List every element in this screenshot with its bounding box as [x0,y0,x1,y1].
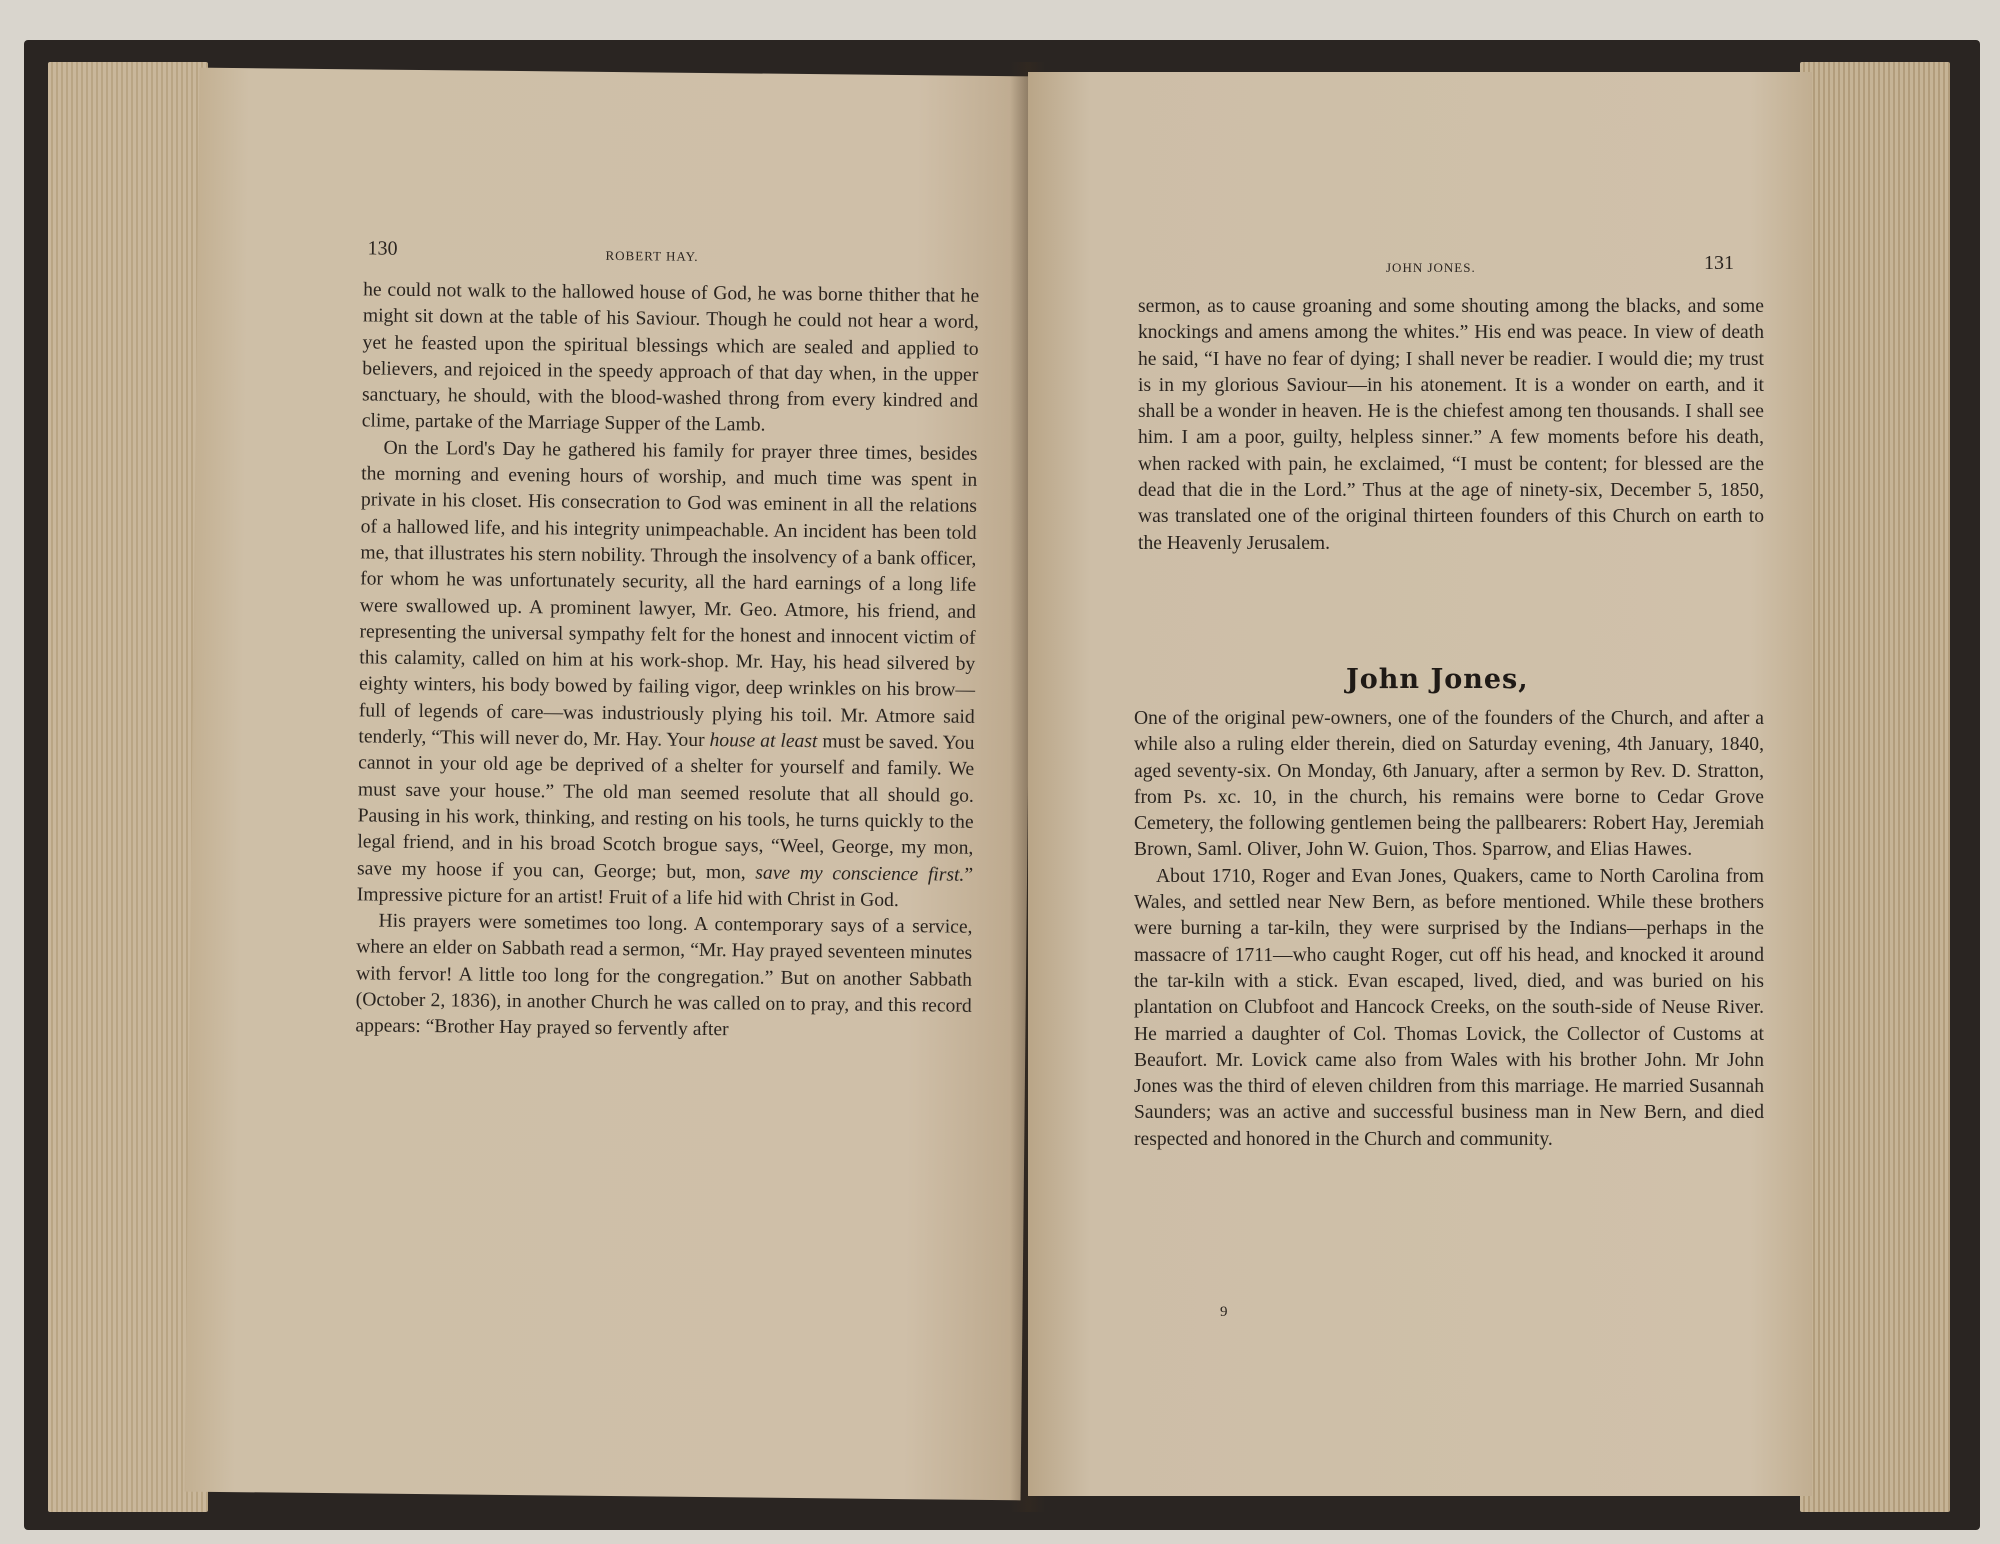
italic-phrase: save my conscience first. [755,862,965,886]
running-head: JOHN JONES. [1386,260,1476,275]
paragraph: sermon, as to cause groaning and some shouting among the blacks, and some knockings and amens among the whites.” His end was peace. In view of death he said, “I have no fear of dying; I shall never be readier. I would die; my trust is in my glorious Saviour—in his atonement. It is a wonder on earth, and it shall be a wonder in heaven. He is the chiefest among ten thousands. I shall see him. I am a poor, guilty, helpless sinner.” A few moments before his death, when racked with pain, he exclaimed, “I must be content; for blessed are the dead that die in the Lord.” Thus at the age of ninety-six, December 5, 1850, was translated one of the original thirteen founders of this Church on earth to the Heavenly Jerusalem. [1138,296,1764,554]
left-page [185,68,1036,1501]
signature-mark: 9 [1220,1304,1228,1320]
paragraph: One of the original pew-owners, one of the founders of the Church, and after a while also a ruling elder therein, died on Saturday evening, 4th January, 1840, aged seventy-six. On Monday, 6th January, after a sermon by Rev. D. Stratton, from Ps. xc. 10, in the church, his remains were borne to Cedar Grove Cemetery, the following gentlemen being the pallbearers: Robert Hay, Jeremiah Brown, Saml. Oliver, John W. Guion, Thos. Sparrow, and Elias Hawes. [1134,708,1764,861]
paragraph: About 1710, Roger and Evan Jones, Quakers, came to North Carolina from Wales, and settled near New Bern, as before mentioned. While these brothers were burning a tar-kiln, they were surprised by the Indians—perhaps in the massacre of 1711—who caught Roger, cut off his head, and knocked it around the tar-kiln with a stick. Evan escaped, lived, died, and was buried on his plantation on Clubfoot and Hancock Creeks, on the south-side of Neuse River. He married a daughter of Col. Thomas Lovick, the Collector of Customs at Beaufort. Mr. Lovick came also from Wales with his brother John. Mr John Jones was the third of eleven children from this marriage. He married Susannah Saunders; was an active and successful business man in New Bern, and died respected and honored in the Church and community. [1134,865,1764,1150]
paragraph: His prayers were sometimes too long. A contemporary says of a service, where an elder on Sabbath read a sermon, “Mr. Hay prayed seventeen minutes with fervor! A little too long for the congregation.” But on another Sabbath (October 2, 1836), in another Church he was called on to pray, and this record appears: “Brother Hay prayed so fervently after [355,910,973,1041]
section-heading: John Jones, [1346,664,1529,695]
paragraph: On the Lord's Day he gathered his family for prayer three times, besides the morning and evening hours of worship, and much time was spent in private in his closet. His consecration to God was eminent in all the relations of a hallowed life, and his integrity unimpeachable. An incident has been told me, that illustrates his stern nobility. Through the insolvency of a bank officer, for whom he was unfortunately security, all the hard earnings of a long life were swallowed up. A prominent lawyer, Mr. Geo. Atmore, his friend, and representing the universal sympathy felt for the honest and innocent victim of this calamity, called on him at his work-shop. Mr. Hay, his head silvered by eighty winters, his body bowed by failing vigor, deep wrinkles on his brow—full of legends of care—was industriously plying his toil. Mr. Atmore said tenderly, “This will never do, Mr. Hay. Your house at least must be saved. You cannot in your old age be deprived of a shelter for yourself and family. We must save your house.” The old man seemed resolute that all should go. Pausing in his work, thinking, and resting on his tools, he turns quickly to the legal friend, and in his broad Scotch brogue says, “Weel, George, my mon, save my hoose if you can, George; but, mon, save my conscience first.” Impressive picture for an artist! Fruit of a life hid with Christ in God. [356,437,978,911]
page-number: 131 [1704,252,1734,274]
italic-phrase: house at least [709,730,818,753]
paragraph: he could not walk to the hallowed house of God, he was borne thither that he might sit down at the table of his Saviour. Though he could not hear a word, yet he feasted upon the spiritual blessings which are sealed and applied to believers, and rejoiced in the speedy approach of that day when, in the upper sanctuary, he should, with the blood-washed throng from every kindred and clime, partake of the Marriage Supper of the Lamb. [361,279,980,437]
page-number: 130 [367,237,398,260]
running-head: ROBERT HAY. [605,247,699,264]
page-edges-left [48,62,208,1512]
page-edges-right [1800,62,1950,1512]
right-page-body-bottom [1134,706,1764,1153]
right-page-body-top [1138,294,1764,557]
left-page-body [355,277,979,1046]
right-page [1028,72,1812,1496]
